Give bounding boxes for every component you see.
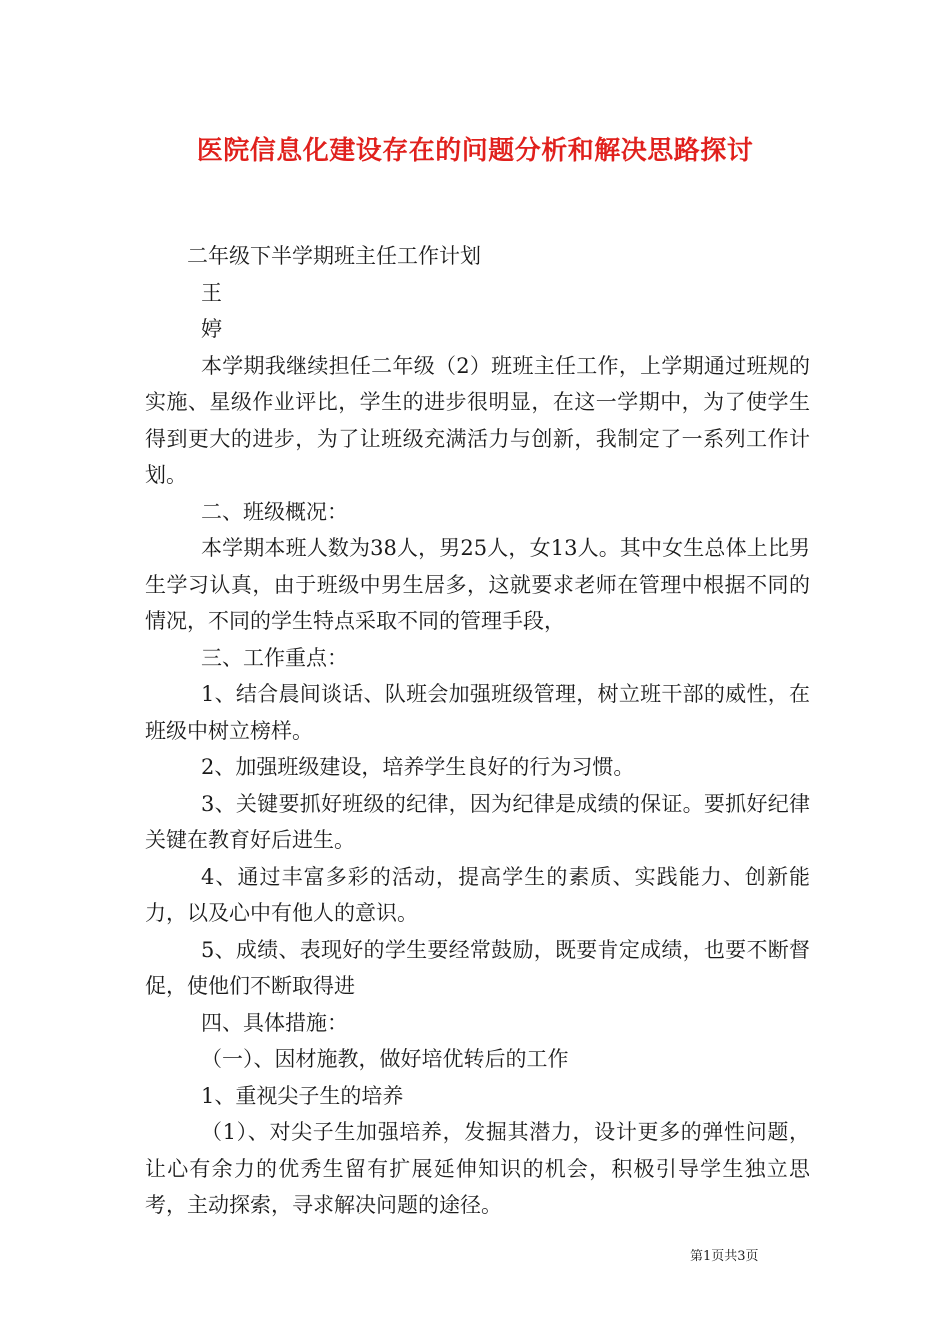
measure-a-1: 1、重视尖子生的培养: [201, 1083, 404, 1108]
author-line-2: 婷: [201, 317, 222, 341]
focus-item-1: 1、结合晨间谈话、队班会加强班级管理，树立班干部的威性，在班级中树立榜样。: [145, 682, 810, 743]
page-footer: [690, 1248, 820, 1266]
page-number-label: 第1页共3页: [690, 1249, 759, 1264]
section-heading-overview: 二、班级概况：: [201, 499, 348, 524]
measure-a: （一）、因材施教，做好培优转后的工作: [201, 1047, 569, 1071]
focus-item-2: 2、加强班级建设，培养学生良好的行为习惯。: [201, 755, 635, 779]
section-heading-focus: 三、工作重点：: [201, 645, 348, 670]
measure-a-1-1: （1）、对尖子生加强培养，发掘其潜力，设计更多的弹性问题，让心有余力的优秀生留有扩展延伸知识的机会，积极引导学生独立思考，主动探索，寻求解决问题的途径。: [145, 1120, 810, 1217]
overview-paragraph: 本学期本班人数为38人，男25人，女13人。其中女生总体上比男生学习认真，由于班级中男生居多，这就要求老师在管理中根据不同的情况，不同的学生特点采取不同的管理手段，: [145, 536, 810, 633]
focus-item-4: 4、通过丰富多彩的活动，提高学生的素质、实践能力、创新能力，以及心中有他人的意识。: [145, 864, 810, 925]
focus-item-5: 5、成绩、表现好的学生要经常鼓励，既要肯定成绩，也要不断督促，使他们不断取得进: [145, 937, 810, 998]
document-title: 医院信息化建设存在的问题分析和解决思路探讨: [196, 136, 754, 166]
focus-item-3: 3、关键要抓好班级的纪律，因为纪律是成绩的保证。要抓好纪律关键在教育好后进生。: [145, 791, 810, 852]
document-body: [145, 238, 810, 1224]
intro-paragraph: 本学期我继续担任二年级（2）班班主任工作，上学期通过班规的实施、星级作业评比，学生的进步很明显，在这一学期中，为了使学生得到更大的进步，为了让班级充满活力与创新，我制定了一系列工作计划。: [145, 353, 810, 487]
document-subtitle: 二年级下半学期班主任工作计划: [187, 244, 481, 268]
section-heading-measures: 四、具体措施：: [201, 1010, 348, 1035]
author-line-1: 王: [201, 280, 222, 305]
